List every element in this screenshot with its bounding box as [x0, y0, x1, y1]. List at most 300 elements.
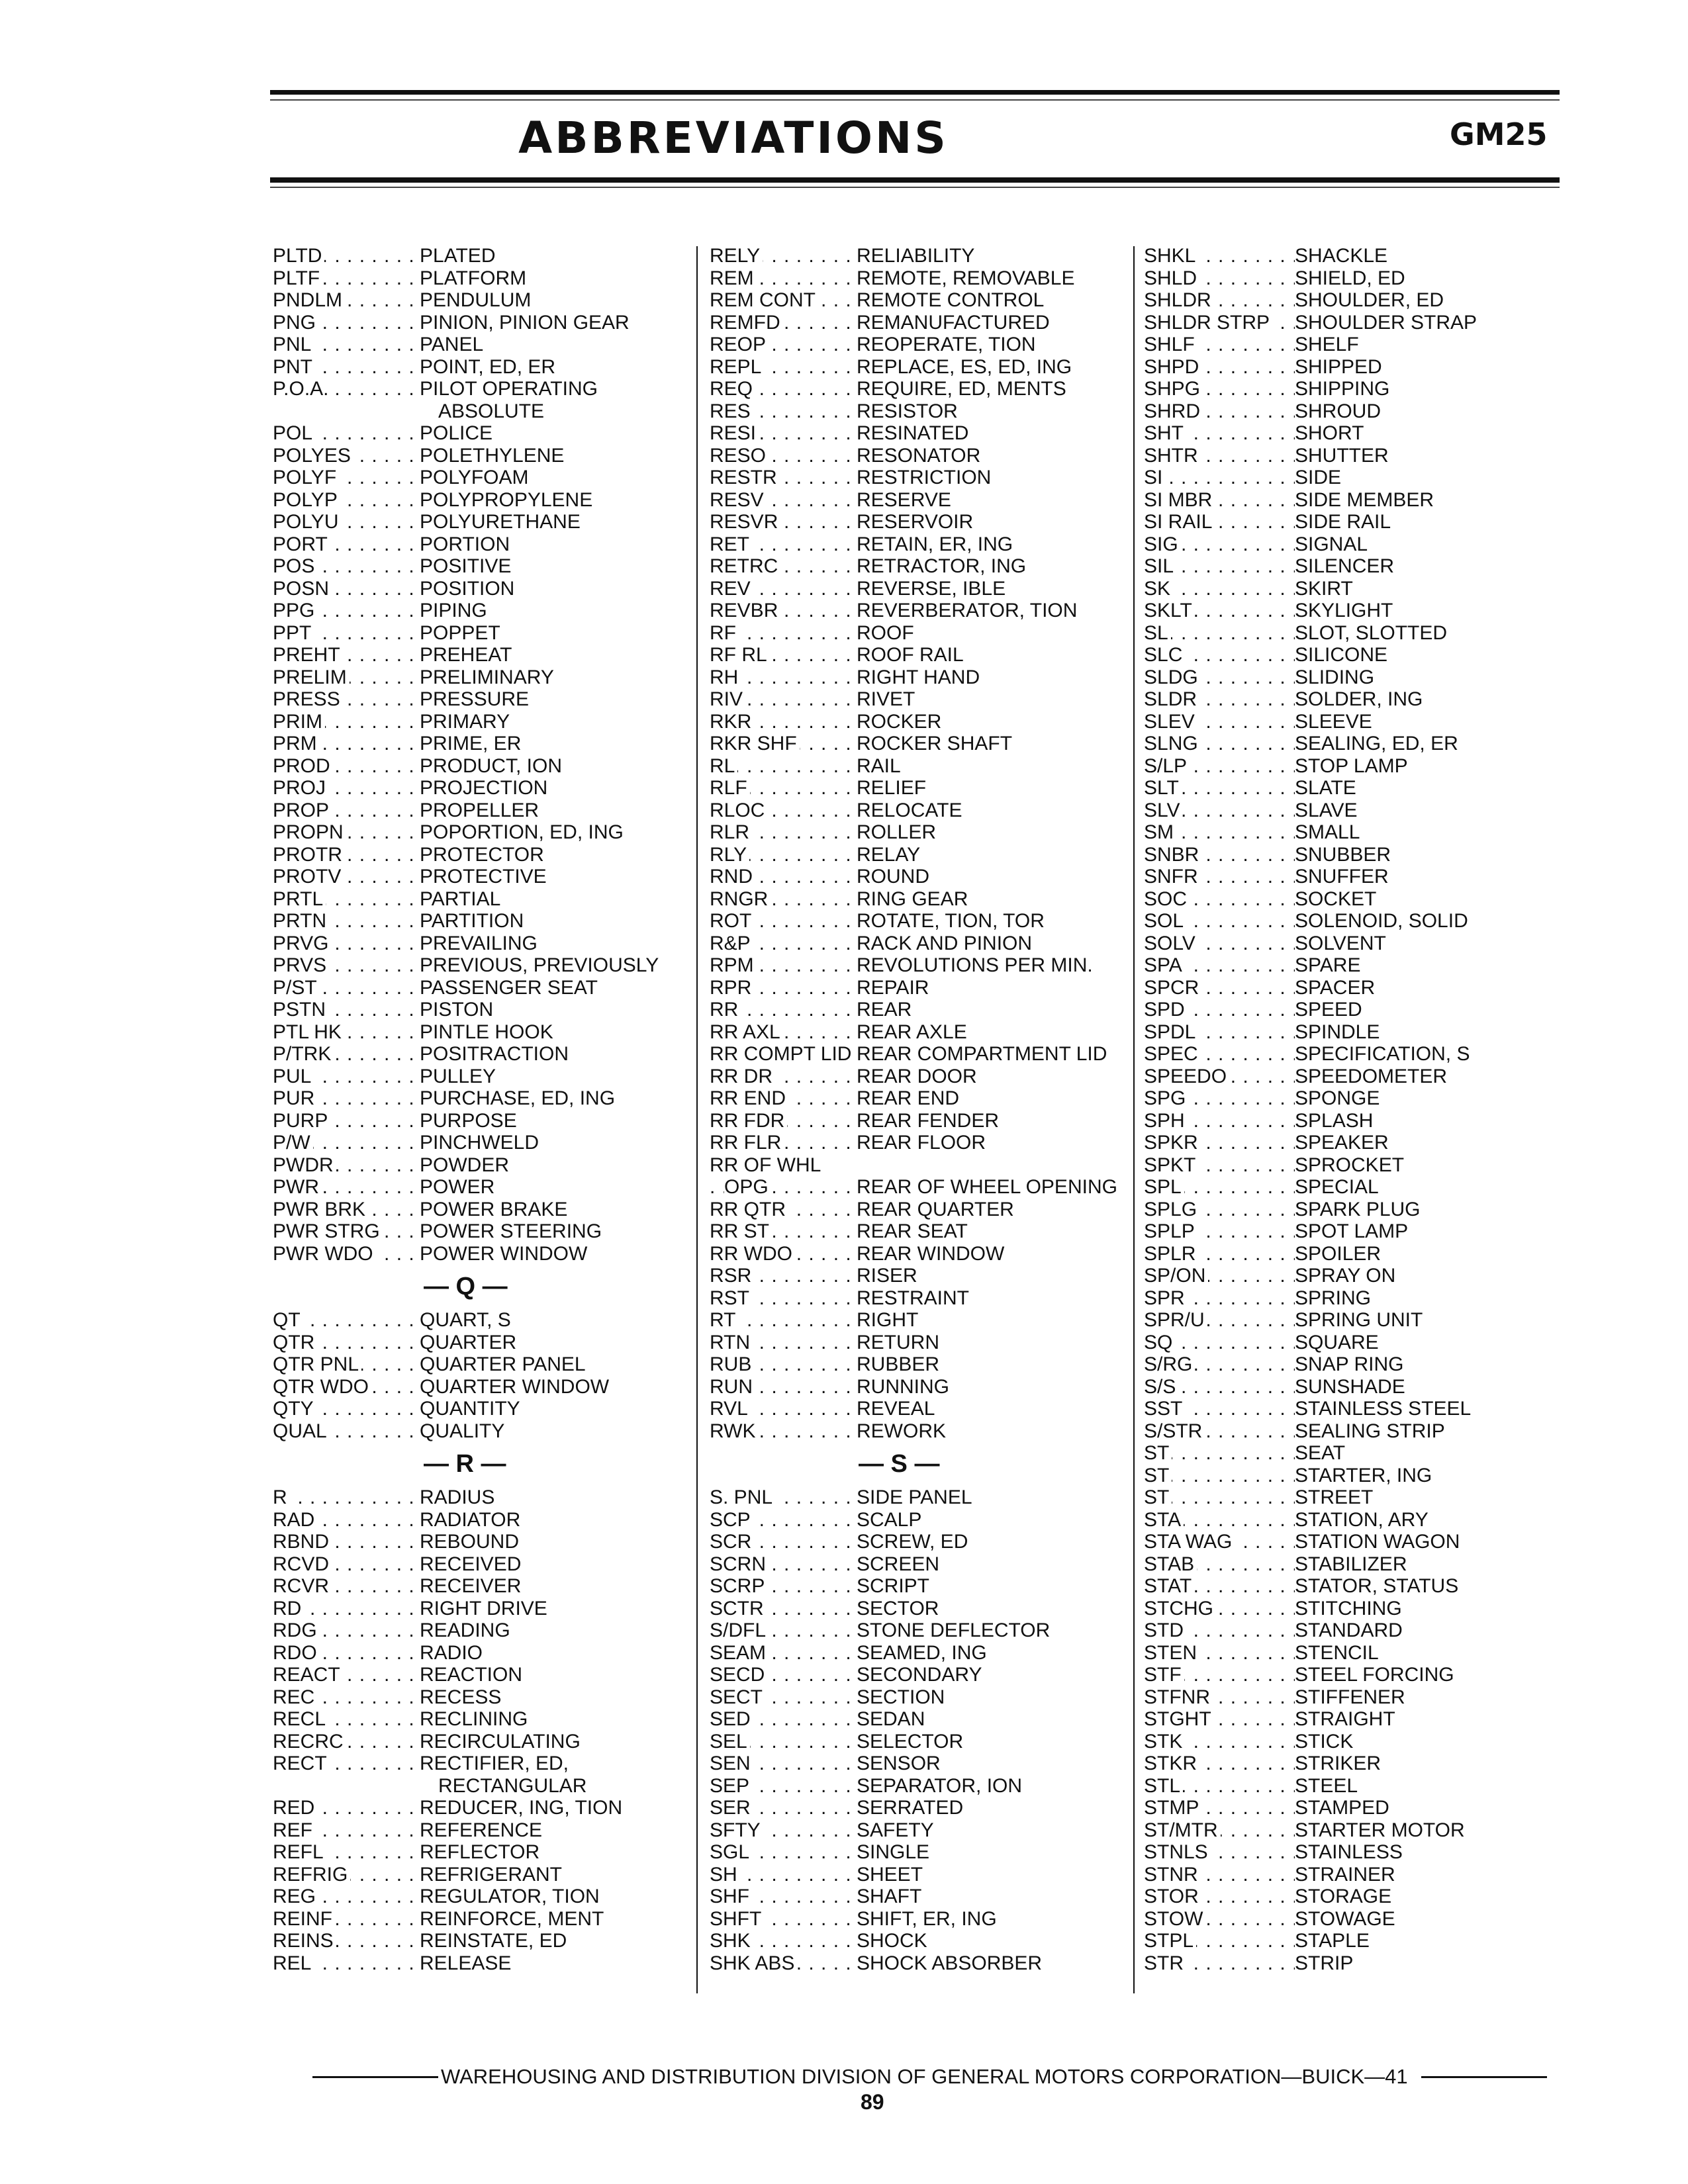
abbreviation-entry	[273, 1132, 683, 1154]
abbreviation-term	[273, 1952, 420, 1975]
abbreviation-text: RR AXL	[710, 1021, 783, 1043]
abbreviation-term	[710, 400, 857, 423]
abbreviation-text: REOP	[710, 334, 769, 355]
abbreviation-meaning: SENSOR	[857, 1752, 941, 1774]
abbreviation-entry	[1144, 977, 1581, 999]
header-rule-bottom-thin	[270, 187, 1560, 188]
abbreviation-text: SGL	[710, 1841, 752, 1863]
abbreviation-meaning: REAR END	[857, 1087, 960, 1109]
abbreviation-text: PWDR	[273, 1154, 336, 1176]
abbreviation-term	[1144, 755, 1295, 778]
abbreviation-entry	[1144, 1486, 1581, 1509]
abbreviation-column-1	[273, 245, 683, 1974]
abbreviation-text: SOLV	[1144, 933, 1198, 954]
abbreviation-meaning: SPRING UNIT	[1295, 1309, 1423, 1331]
abbreviation-entry	[273, 821, 683, 844]
abbreviation-term	[710, 755, 857, 778]
abbreviation-term	[273, 844, 420, 866]
abbreviation-meaning: SPEED	[1295, 999, 1362, 1021]
abbreviation-entry	[710, 1021, 1120, 1044]
abbreviation-term	[1144, 1265, 1295, 1287]
abbreviation-meaning: REMOTE, REMOVABLE	[857, 267, 1075, 289]
abbreviation-meaning: PRIME, ER	[420, 733, 522, 754]
abbreviation-entry	[710, 1553, 1120, 1576]
abbreviation-entry	[710, 312, 1120, 334]
abbreviation-term	[273, 1509, 420, 1531]
abbreviation-meaning: POLICE	[420, 422, 493, 444]
abbreviation-entry	[710, 1642, 1120, 1664]
abbreviation-term	[273, 1043, 420, 1066]
abbreviation-entry	[1144, 755, 1581, 778]
abbreviation-entry	[710, 1930, 1120, 1952]
abbreviation-text: PSTN	[273, 999, 328, 1021]
abbreviation-term	[1144, 821, 1295, 844]
abbreviation-meaning: SHACKLE	[1295, 245, 1388, 267]
abbreviation-term	[1144, 1509, 1295, 1531]
abbreviation-entry	[1144, 1598, 1581, 1620]
abbreviation-entry	[1144, 1553, 1581, 1576]
abbreviation-entry	[1144, 1087, 1581, 1110]
abbreviation-text: SPR/U	[1144, 1309, 1207, 1331]
abbreviation-term	[710, 511, 857, 533]
abbreviation-text: PRIM	[273, 711, 325, 733]
abbreviation-meaning: SHORT	[1295, 422, 1364, 444]
abbreviation-meaning: STAINLESS	[1295, 1841, 1403, 1863]
abbreviation-meaning: PROJECTION	[420, 777, 548, 799]
abbreviation-entry	[273, 999, 683, 1021]
header-rule-top-thin	[270, 99, 1560, 101]
abbreviation-meaning: SPEEDOMETER	[1295, 1065, 1448, 1087]
abbreviation-term	[273, 711, 420, 733]
abbreviation-entry	[1144, 821, 1581, 844]
abbreviation-text: RLY	[710, 844, 749, 866]
abbreviation-text: P/ST	[273, 977, 320, 999]
abbreviation-meaning: RESERVOIR	[857, 511, 974, 533]
abbreviation-term	[1144, 999, 1295, 1021]
abbreviation-text: RESTR	[710, 467, 780, 488]
abbreviation-entry	[273, 733, 683, 755]
abbreviation-meaning: POLYFOAM	[420, 467, 529, 488]
abbreviation-text: SLV	[1144, 799, 1182, 821]
abbreviation-text: SNBR	[1144, 844, 1201, 866]
abbreviation-term	[710, 1797, 857, 1819]
abbreviation-text: QUAL	[273, 1420, 330, 1442]
abbreviation-text: SKLT	[1144, 600, 1195, 621]
abbreviation-term	[1144, 1353, 1295, 1376]
abbreviation-term	[273, 1332, 420, 1354]
abbreviation-text: SM	[1144, 821, 1176, 843]
abbreviation-entry	[273, 1531, 683, 1553]
abbreviation-text: SH	[710, 1864, 740, 1886]
abbreviation-text: RD	[273, 1598, 304, 1619]
abbreviation-entry	[710, 866, 1120, 888]
abbreviation-meaning: STRAINER	[1295, 1863, 1395, 1886]
abbreviation-entry	[710, 1598, 1120, 1620]
abbreviation-column-3	[1144, 245, 1581, 1974]
abbreviation-text: STA WAG	[1144, 1531, 1235, 1553]
abbreviation-entry	[1144, 1043, 1581, 1066]
abbreviation-entry	[710, 1775, 1120, 1797]
abbreviation-term	[710, 1243, 857, 1265]
abbreviation-meaning: STATOR, STATUS	[1295, 1575, 1459, 1597]
abbreviation-term	[710, 666, 857, 689]
abbreviation-text: SED	[710, 1708, 753, 1730]
abbreviation-meaning: QUARTER PANEL	[420, 1353, 586, 1375]
abbreviation-entry	[1144, 1619, 1581, 1642]
abbreviation-term	[273, 1420, 420, 1443]
abbreviation-meaning: REOPERATE, TION	[857, 334, 1036, 355]
abbreviation-entry	[1144, 1132, 1581, 1154]
abbreviation-text: RVL	[710, 1398, 751, 1420]
abbreviation-meaning: RELOCATE	[857, 799, 962, 821]
abbreviation-entry	[1144, 312, 1581, 334]
abbreviation-meaning: RETAIN, ER, ING	[857, 533, 1013, 555]
abbreviation-entry	[273, 334, 683, 356]
abbreviation-entry	[710, 1110, 1120, 1132]
abbreviation-text: PWR WDO	[273, 1243, 376, 1265]
abbreviation-entry	[1144, 910, 1581, 933]
abbreviation-term	[273, 954, 420, 977]
abbreviation-term	[710, 1176, 857, 1199]
abbreviation-meaning: RADIATOR	[420, 1508, 521, 1531]
abbreviation-entry	[1144, 1376, 1581, 1398]
abbreviation-text: REL	[273, 1952, 314, 1974]
abbreviation-entry	[1144, 1797, 1581, 1819]
abbreviation-term	[1144, 1775, 1295, 1797]
abbreviation-meaning: SILENCER	[1295, 555, 1395, 577]
abbreviation-meaning: POPORTION, ED, ING	[420, 821, 624, 843]
abbreviation-meaning: RADIUS	[420, 1486, 495, 1508]
abbreviation-text: RAD	[273, 1509, 317, 1531]
abbreviation-entry	[273, 1864, 683, 1886]
abbreviation-term	[1144, 1220, 1295, 1243]
abbreviation-meaning: ROLLER	[857, 821, 937, 843]
abbreviation-entry	[1144, 1930, 1581, 1952]
abbreviation-entry	[710, 1864, 1120, 1886]
abbreviation-text: SPEEDO	[1144, 1066, 1229, 1087]
abbreviation-meaning: RACK AND PINION	[857, 932, 1033, 954]
abbreviation-term	[710, 1398, 857, 1420]
abbreviation-text: REFRIG	[273, 1864, 350, 1886]
abbreviation-meaning: SPLASH	[1295, 1109, 1374, 1132]
abbreviation-meaning: PANEL	[420, 334, 484, 355]
abbreviation-term	[1144, 1797, 1295, 1819]
abbreviation-entry	[710, 334, 1120, 356]
abbreviation-entry	[1144, 422, 1581, 445]
abbreviation-term	[273, 999, 420, 1021]
abbreviation-meaning: PISTON	[420, 999, 494, 1021]
abbreviation-entry	[273, 1332, 683, 1354]
abbreviation-entry	[273, 1509, 683, 1531]
abbreviation-meaning: STENCIL	[1295, 1641, 1379, 1664]
abbreviation-text: SEN	[710, 1752, 753, 1774]
abbreviation-meaning: SOLENOID, SOLID	[1295, 910, 1468, 932]
abbreviation-meaning: QUALITY	[420, 1420, 505, 1442]
abbreviation-entry	[1144, 1398, 1581, 1420]
abbreviation-meaning: QUARTER WINDOW	[420, 1375, 610, 1398]
abbreviation-text: SHF	[710, 1886, 752, 1907]
abbreviation-term	[273, 821, 420, 844]
abbreviation-text: SHK ABS	[710, 1952, 797, 1974]
abbreviation-meaning: STORAGE	[1295, 1886, 1392, 1907]
abbreviation-term	[1144, 1398, 1295, 1420]
abbreviation-entry	[273, 844, 683, 866]
abbreviation-meaning: RESTRAINT	[857, 1287, 970, 1309]
abbreviation-meaning: POPPET	[420, 621, 500, 644]
abbreviation-term	[710, 1930, 857, 1952]
abbreviation-entry	[1144, 1353, 1581, 1376]
abbreviation-entry	[273, 356, 683, 379]
abbreviation-entry	[710, 711, 1120, 733]
abbreviation-text: SL	[1144, 622, 1171, 644]
abbreviation-text: REF	[273, 1819, 315, 1841]
abbreviation-entry	[273, 378, 683, 400]
footer	[312, 2065, 1557, 2089]
abbreviation-text: SEL	[710, 1731, 750, 1752]
abbreviation-meaning: SPRING	[1295, 1287, 1372, 1309]
abbreviation-term	[1144, 1442, 1295, 1465]
abbreviation-text: ST/MTR	[1144, 1819, 1221, 1841]
abbreviation-entry	[1144, 334, 1581, 356]
abbreviation-term	[273, 910, 420, 933]
abbreviation-entry	[1144, 1442, 1581, 1465]
abbreviation-text: SHFT	[710, 1908, 764, 1930]
abbreviation-meaning: RIVET	[857, 688, 915, 710]
abbreviation-meaning: STAPLE	[1295, 1930, 1370, 1952]
abbreviation-term	[1144, 445, 1295, 467]
abbreviation-term	[1144, 1619, 1295, 1642]
abbreviation-text: SPA	[1144, 954, 1185, 976]
abbreviation-entry	[710, 1376, 1120, 1398]
abbreviation-term	[1144, 533, 1295, 556]
abbreviation-term	[1144, 1332, 1295, 1354]
abbreviation-term	[1144, 1043, 1295, 1066]
abbreviation-entry	[273, 1087, 683, 1110]
abbreviation-text: RR DR	[710, 1066, 775, 1087]
abbreviation-entry	[710, 910, 1120, 933]
abbreviation-text: REG	[273, 1886, 318, 1907]
abbreviation-entry	[710, 999, 1120, 1021]
abbreviation-entry	[273, 1154, 683, 1177]
abbreviation-entry	[273, 1930, 683, 1952]
abbreviation-term	[273, 733, 420, 755]
abbreviation-meaning: STOWAGE	[1295, 1907, 1395, 1930]
abbreviation-meaning: REFERENCE	[420, 1819, 543, 1841]
abbreviation-text: RL	[710, 755, 737, 777]
abbreviation-meaning: STRAIGHT	[1295, 1708, 1395, 1730]
abbreviation-term	[1144, 555, 1295, 578]
abbreviation-text: STFNR	[1144, 1686, 1213, 1708]
abbreviation-text: PUL	[273, 1066, 314, 1087]
abbreviation-meaning: SINGLE	[857, 1841, 930, 1863]
abbreviation-meaning: RELEASE	[420, 1952, 512, 1974]
abbreviation-meaning: SHROUD	[1295, 400, 1382, 422]
abbreviation-entry	[710, 977, 1120, 999]
abbreviation-meaning: SHOCK	[857, 1930, 927, 1952]
abbreviation-meaning: SLEEVE	[1295, 710, 1372, 733]
abbreviation-entry	[1144, 1021, 1581, 1044]
abbreviation-text: PWR BRK	[273, 1199, 368, 1220]
abbreviation-meaning: PROTECTOR	[420, 843, 544, 866]
abbreviation-term	[710, 1199, 857, 1221]
abbreviation-text: STGHT	[1144, 1708, 1214, 1730]
abbreviation-term	[710, 844, 857, 866]
abbreviation-meaning: REMANUFACTURED	[857, 311, 1050, 334]
abbreviation-text: REC	[273, 1686, 317, 1708]
abbreviation-entry	[1144, 844, 1581, 866]
abbreviation-meaning: POLYURETHANE	[420, 511, 581, 533]
column-divider	[1133, 246, 1135, 1993]
abbreviation-entry	[1144, 1664, 1581, 1686]
abbreviation-term	[710, 1642, 857, 1664]
abbreviation-entry	[710, 467, 1120, 489]
abbreviation-term	[710, 1265, 857, 1287]
abbreviation-text: PRTL	[273, 888, 326, 910]
abbreviation-text: RSR	[710, 1265, 754, 1287]
abbreviation-term	[1144, 1486, 1295, 1509]
abbreviation-entry	[1144, 467, 1581, 489]
abbreviation-entry	[1144, 933, 1581, 955]
section-heading: — R —	[424, 1450, 506, 1478]
abbreviation-text: POL	[273, 422, 315, 444]
abbreviation-text: S/LP	[1144, 755, 1190, 777]
abbreviation-meaning: REWORK	[857, 1420, 946, 1442]
abbreviation-term	[710, 445, 857, 467]
abbreviation-term	[1144, 910, 1295, 933]
abbreviation-meaning: SECTOR	[857, 1597, 939, 1619]
abbreviation-term	[710, 267, 857, 290]
abbreviation-entry	[273, 289, 683, 312]
abbreviation-meaning: PARTITION	[420, 910, 524, 932]
abbreviation-text: PORT	[273, 533, 330, 555]
abbreviation-meaning: SMALL	[1295, 821, 1360, 843]
abbreviation-term	[1144, 644, 1295, 666]
abbreviation-entry	[710, 245, 1120, 267]
abbreviation-text: RECL	[273, 1708, 328, 1730]
abbreviation-term	[273, 356, 420, 379]
abbreviation-term	[710, 933, 857, 955]
abbreviation-meaning: STRIKER	[1295, 1752, 1382, 1774]
abbreviation-entry	[273, 711, 683, 733]
abbreviation-text: SI RAIL	[1144, 511, 1215, 533]
abbreviation-term	[710, 1287, 857, 1310]
abbreviation-text: REPL	[710, 356, 764, 378]
abbreviation-text: PRM	[273, 733, 320, 754]
abbreviation-term	[710, 1376, 857, 1398]
abbreviation-text: RT	[710, 1309, 738, 1331]
abbreviation-entry	[710, 622, 1120, 645]
abbreviation-term	[710, 999, 857, 1021]
abbreviation-entry	[710, 533, 1120, 556]
abbreviation-meaning: POSITION	[420, 577, 515, 600]
abbreviation-text: SEP	[710, 1775, 752, 1797]
abbreviation-term	[1144, 600, 1295, 622]
abbreviation-term	[1144, 1864, 1295, 1886]
abbreviation-term	[1144, 711, 1295, 733]
abbreviation-meaning: PREHEAT	[420, 644, 512, 666]
abbreviation-term	[273, 422, 420, 445]
abbreviation-entry	[1144, 622, 1581, 645]
abbreviation-entry	[273, 666, 683, 689]
abbreviation-term	[710, 1908, 857, 1931]
abbreviation-meaning: SUNSHADE	[1295, 1375, 1405, 1398]
abbreviation-term	[710, 578, 857, 600]
abbreviation-term	[273, 888, 420, 911]
abbreviation-meaning: STABILIZER	[1295, 1553, 1407, 1575]
abbreviation-entry	[273, 755, 683, 778]
abbreviation-text: OPG	[724, 1176, 771, 1198]
abbreviation-entry	[1144, 1819, 1581, 1842]
abbreviation-text: PLTF	[273, 267, 322, 289]
abbreviation-meaning: STRIP	[1295, 1952, 1354, 1974]
abbreviation-entry	[710, 1731, 1120, 1753]
abbreviation-text: SECD	[710, 1664, 767, 1686]
abbreviation-entry	[273, 1575, 683, 1598]
abbreviation-entry	[710, 954, 1120, 977]
abbreviation-text: STOW	[1144, 1908, 1205, 1930]
abbreviation-term	[273, 1309, 420, 1332]
abbreviation-meaning: SAFETY	[857, 1819, 934, 1841]
abbreviation-meaning: PASSENGER SEAT	[420, 976, 598, 999]
abbreviation-meaning: SECTION	[857, 1686, 945, 1708]
abbreviation-entry	[710, 1841, 1120, 1864]
abbreviation-term	[273, 644, 420, 666]
abbreviation-term	[1144, 1908, 1295, 1931]
abbreviation-term	[273, 533, 420, 556]
abbreviation-term	[273, 1930, 420, 1952]
abbreviation-entry	[710, 267, 1120, 290]
abbreviation-text: SPDL	[1144, 1021, 1198, 1043]
abbreviation-entry	[710, 378, 1120, 400]
abbreviation-meaning: SPONGE	[1295, 1087, 1380, 1109]
abbreviation-term	[710, 356, 857, 379]
abbreviation-text: SI	[1144, 467, 1165, 488]
abbreviation-entry	[710, 1132, 1120, 1154]
abbreviation-term	[1144, 1952, 1295, 1975]
abbreviation-text: SOL	[1144, 910, 1186, 932]
abbreviation-meaning: STEEL FORCING	[1295, 1664, 1454, 1686]
abbreviation-text: RDO	[273, 1642, 320, 1664]
abbreviation-meaning: STAINLESS STEEL	[1295, 1398, 1472, 1420]
abbreviation-term	[1144, 1819, 1295, 1842]
abbreviation-text: RECRC	[273, 1731, 346, 1752]
abbreviation-meaning: RESERVE	[857, 488, 951, 511]
abbreviation-term	[273, 1066, 420, 1088]
abbreviation-meaning: SELECTOR	[857, 1730, 964, 1752]
abbreviation-term	[710, 821, 857, 844]
abbreviation-term	[1144, 799, 1295, 822]
abbreviation-text: RNGR	[710, 888, 771, 910]
abbreviation-entry	[1144, 1686, 1581, 1709]
abbreviation-entry	[1144, 1066, 1581, 1088]
abbreviation-entry	[710, 1199, 1120, 1221]
abbreviation-meaning: SHELF	[1295, 334, 1359, 355]
abbreviation-text: SHLDR	[1144, 289, 1214, 311]
abbreviation-term	[1144, 1287, 1295, 1310]
abbreviation-text: PREHT	[273, 644, 343, 666]
abbreviation-text: RESI	[710, 422, 759, 444]
abbreviation-meaning: POLETHYLENE	[420, 444, 565, 467]
abbreviation-meaning: SHUTTER	[1295, 444, 1389, 467]
abbreviation-entry	[1144, 1309, 1581, 1332]
abbreviation-text: RECT	[273, 1752, 330, 1774]
abbreviation-meaning: SLIDING	[1295, 666, 1375, 688]
abbreviation-text: SLC	[1144, 644, 1185, 666]
header-rule-top	[270, 90, 1560, 95]
abbreviation-entry	[710, 1353, 1120, 1376]
abbreviation-entry	[1144, 711, 1581, 733]
abbreviation-meaning: RETURN	[857, 1331, 939, 1353]
